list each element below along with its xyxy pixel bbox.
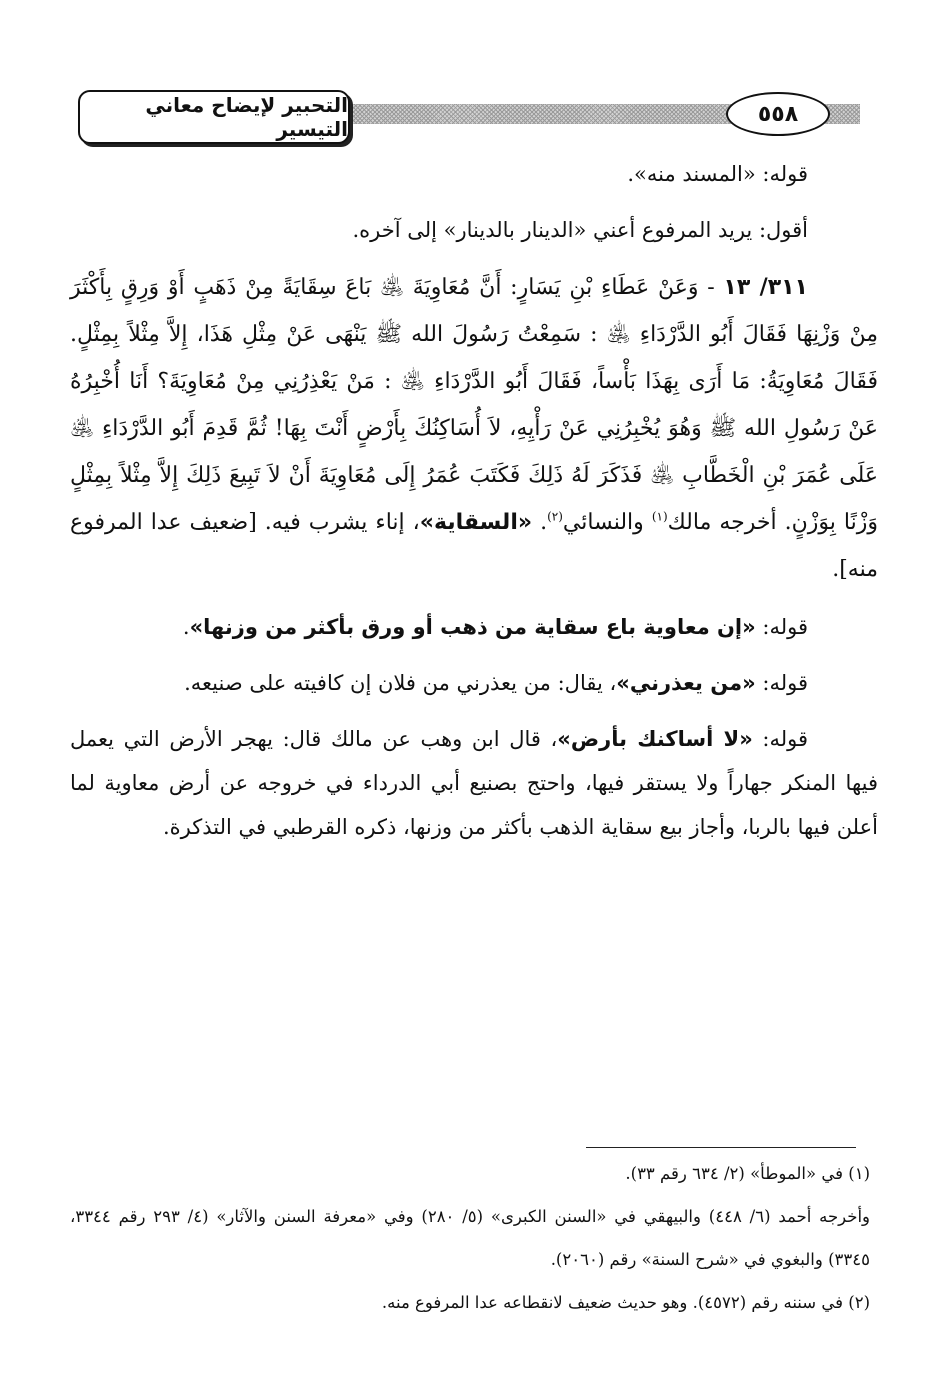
commentary-yadhiruni-quote: «من يعذرني»	[616, 671, 756, 695]
commentary-yadhiruni-prefix: قوله:	[755, 671, 808, 695]
hadith-number: ٣١١/ ١٣	[723, 275, 808, 300]
paragraph-musnad-text: قوله: «المسند منه».	[627, 162, 808, 186]
hadith-mid: والنسائي	[562, 510, 652, 535]
commentary-muawiya-suffix: .	[182, 615, 190, 639]
footnote-divider	[586, 1147, 856, 1148]
footnotes	[70, 1152, 870, 1324]
footnote-2: (٢) في سننه رقم (٤٥٧٢). وهو حديث ضعيف لانقطاعه عدا المرفوع منه.	[381, 1293, 870, 1312]
page-number: ٥٥٨	[726, 92, 830, 136]
commentary-usakinuka-prefix: قوله:	[752, 727, 809, 751]
footnote-1-continued: وأخرجه أحمد (٦/ ٤٤٨) والبيهقي في «السنن الكبرى» (٥/ ٢٨٠) وفي «معرفة السنن والآثار» (٤/ ٢٩٣ رقم ٣٣٤٤، ٣٣٤٥) والبغوي في «شرح السنة» رقم (٢٠٦٠).	[70, 1207, 871, 1269]
commentary-usakinuka	[70, 717, 878, 849]
paragraph-aqulu	[70, 208, 878, 252]
commentary-muawiya	[70, 605, 878, 649]
paragraph-musnad	[70, 152, 878, 196]
commentary-yadhiruni	[70, 661, 878, 705]
commentary-usakinuka-quote: «لا أساكنك بأرض»	[557, 727, 753, 751]
commentary-yadhiruni-suffix: ، يقال: من يعذرني من فلان إن كافيته على صنيعه.	[184, 671, 617, 695]
book-title: التحبير لإيضاح معاني التيسير	[78, 90, 350, 144]
footnote-1: (١) في «الموطأ» (٢/ ٦٣٤ رقم ٣٣).	[625, 1164, 870, 1183]
hadith-tail: ، إناء يشرب فيه. [ضعيف عدا المرفوع منه].	[70, 510, 878, 582]
hadith-text: - وَعَنْ عَطَاءِ بْنِ يَسَارٍ: أَنَّ مُعَاوِيَةَ ﵁ بَاعَ سِقَايَةً مِنْ ذَهَبٍ أَوْ وَرِقٍ بِأَكْثَرَ مِنْ وَزْنِهَا فَقَالَ أَبُو الدَّرْدَاءِ ﵁ : سَمِعْتُ رَسُولَ الله ﷺ يَنْهَى عَنْ مِثْلِ هَذَا، إِلاَّ مِثْلاً بِمِثْلٍ. فَقَالَ مُعَاوِيَةُ: مَا أَرَى بِهَذَا بَأْساً، فَقَالَ أَبُو الدَّرْدَاءِ ﵁ : مَنْ يَعْذِرُنِي مِنْ مُعَاوِيَةَ؟ أَنَا أُخْبِرُهُ عَنْ رَسُولِ الله ﷺ وَهُوَ يُخْبِرُنِي عَنْ رَأْيِهِ، لاَ أُسَاكِنُكَ بِأَرْضٍ أَنْتَ بِهَا! ثُمَّ قَدِمَ أَبُو الدَّرْدَاءِ ﵁ عَلَى عُمَرَ بْنِ الْخَطَّابِ ﵁ فَذَكَرَ لَهُ ذَلِكَ فَكَتَبَ عُمَرُ إِلَى مُعَاوِيَةَ أَنْ لاَ تَبِيعَ ذَلِكَ إِلاَّ مِثْلاً بِمِثْلٍ وَزْنًا بِوَزْنٍ. أخرجه مالك	[70, 275, 878, 535]
footnote-ref-2[interactable]: (٢)	[547, 509, 563, 524]
page-header	[78, 90, 860, 150]
footnote-ref-1[interactable]: (١)	[651, 509, 668, 524]
paragraph-aqulu-text: أقول: يريد المرفوع أعني «الدينار بالدينار» إلى آخره.	[352, 218, 808, 242]
commentary-usakinuka-suffix: ، قال ابن وهب عن مالك قال: يهجر الأرض التي يعمل فيها المنكر جهاراً ولا يستقر فيها، واحتج بصنيع أبي الدرداء في خروجه عن أرض معاوية لما أعلن فيها بالربا، وأجاز بيع سقاية الذهب بأكثر من وزنها، ذكره القرطبي في التذكرة.	[70, 727, 878, 839]
main-content	[70, 152, 878, 849]
hadith-paragraph: ٣١١/ ١٣ - وَعَنْ عَطَاءِ بْنِ يَسَارٍ: أَنَّ مُعَاوِيَةَ ﵁ بَاعَ سِقَايَةً مِنْ ذَهَبٍ أَوْ وَرِقٍ بِأَكْثَرَ مِنْ وَزْنِهَا فَقَالَ أَبُو الدَّرْدَاءِ ﵁ : سَمِعْتُ رَسُولَ الله ﷺ يَنْهَى عَنْ مِثْلِ هَذَا، إِلاَّ مِثْلاً بِمِثْلٍ. فَقَالَ مُعَاوِيَةُ: مَا أَرَى بِهَذَا بَأْساً، فَقَالَ أَبُو الدَّرْدَاءِ ﵁ : مَنْ يَعْذِرُنِي مِنْ مُعَاوِيَةَ؟ أَنَا أُخْبِرُهُ عَنْ رَسُولِ الله ﷺ وَهُوَ يُخْبِرُنِي عَنْ رَأْيِهِ، لاَ أُسَاكِنُكَ بِأَرْضٍ أَنْتَ بِهَا! ثُمَّ قَدِمَ أَبُو الدَّرْدَاءِ ﵁ عَلَى عُمَرَ بْنِ الْخَطَّابِ ﵁ فَذَكَرَ لَهُ ذَلِكَ فَكَتَبَ عُمَرُ إِلَى مُعَاوِيَةَ أَنْ لاَ تَبِيعَ ذَلِكَ إِلاَّ مِثْلاً بِمِثْلٍ وَزْنًا بِوَزْنٍ. أخرجه مالك$^{(١)}$ والنسائي$^{(٢)}$. «السقاية»، إناء يشرب فيه. [ضعيف عدا المرفوع منه].	[70, 275, 878, 582]
commentary-muawiya-prefix: قوله:	[755, 615, 808, 639]
hadith-term: «السقاية»	[419, 510, 533, 535]
commentary-muawiya-quote: «إن معاوية باع سقاية من ذهب أو ورق بأكثر من وزنها»	[189, 615, 756, 639]
